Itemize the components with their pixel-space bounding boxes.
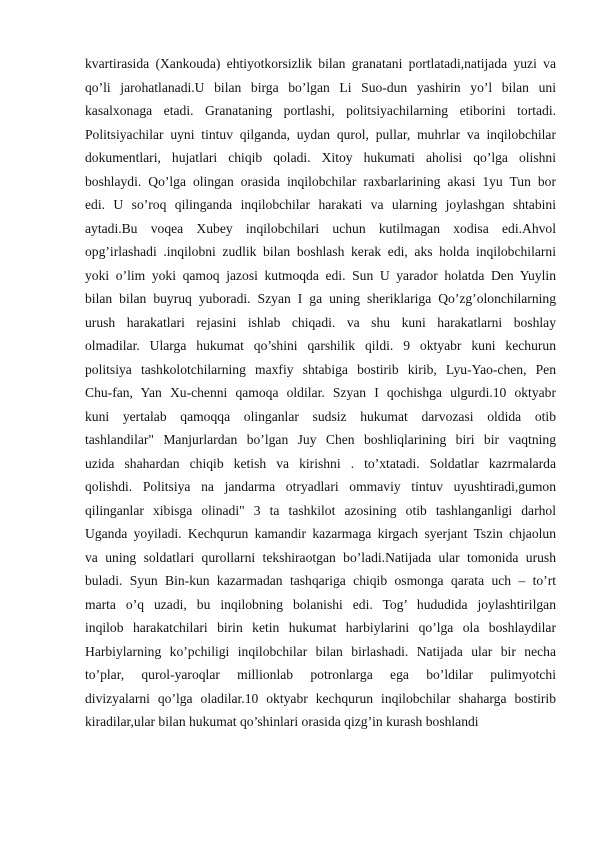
text-line: qolishdi. Politsiya na jandarma otryadlari ommaviy tintuv uyushtiradi,gumon (85, 479, 556, 494)
text-line: urush harakatlari rejasini ishlab chiqadi. va shu kuni harakatlarni boshlay (85, 314, 556, 330)
text-line: divizyalarni qo’lga oladilar.10 oktyabr kechqurun inqilobchilar shaharga bostirib (85, 690, 556, 706)
text-line: to’plar, qurol-yaroqlar millionlab potronlarga ega bo’ldilar pulimyotchi (85, 667, 556, 682)
text-line: Politsiyachilar uyni tintuv qilganda, uydan qurol, pullar, muhrlar va inqilobchilar (85, 126, 556, 142)
text-line: dokumentlari, hujatlari chiqib qoladi. Xitoy hukumati aholisi qo’lga olishni (85, 150, 556, 165)
text-line: boshlaydi. Qo’lga olingan orasida inqilobchilar raxbarlarining akasi 1yu Tun bor (85, 173, 556, 189)
text-line: qilinganlar xibisga olinadi" 3 ta tashkilot azosining otib tashlanganligi darhol (85, 502, 556, 518)
text-line: kasalxonaga etadi. Granataning portlashi, politsiyachilarning etiborini tortadi. (85, 103, 556, 118)
text-line: yoki o’lim yoki qamoq jazosi kutmoqda edi. Sun U yarador holatda Den Yuylin (85, 267, 556, 283)
text-line: edi. U so’roq qilinganda inqilobchilar harakati va ularning joylashgan shtabini (85, 197, 556, 212)
text-line: uzida shahardan chiqib ketish va kirishni . to’xtatadi. Soldatlar kazrmalarda (85, 455, 556, 471)
text-line: tashlandilar" Manjurlardan bo’lgan Juy Chen boshliqlarining biri bir vaqtning (85, 432, 556, 447)
text-line: kuni yertalab qamoqqa olinganlar sudsiz hukumat darvozasi oldida otib (85, 408, 556, 424)
text-line-last: kiradilar,ular bilan hukumat qo’shinlari orasida qizg’in kurash boshlandi (85, 714, 479, 729)
text-line: inqilob harakatchilari birin ketin hukumat harbiylarini qo’lga ola boshlaydilar (85, 620, 556, 635)
text-line: olmadilar. Ularga hukumat qo’shini qarshilik qildi. 9 oktyabr kuni kechurun (85, 338, 556, 353)
text-line: buladi. Syun Bin-kun kazarmadan tashqariga chiqib osmonga qarata uch – to’rt (85, 573, 556, 588)
text-line: Harbiylarning ko’pchiligi inqilobchilar bilan birlashadi. Natijada ular bir necha (85, 643, 556, 659)
text-line: aytadi.Bu voqea Xubey inqilobchilari uchun kutilmagan xodisa edi.Ahvol (85, 220, 556, 236)
text-line: marta o’q uzadi, bu inqilobning bolanishi edi. Tog’ hududida joylashtirilgan (85, 596, 556, 612)
text-line: bilan bilan buyruq yuboradi. Szyan I ga uning sheriklariga Qo’zg’olonchilarning (85, 291, 556, 306)
text-line: qo’li jarohatlanadi.U bilan birga bo’lgan Li Suo-dun yashirin yo’l bilan uni (85, 79, 556, 95)
text-line: politsiya tashkolotchilarning maxfiy shtabiga bostirib kirib, Lyu-Yao-chen, Pen (85, 361, 556, 377)
text-line: opg’irlashadi .inqilobni zudlik bilan boshlash kerak edi, aks holda inqilobchilarni (85, 244, 556, 259)
text-line: Uganda yoyiladi. Kechqurun kamandir kazarmaga kirgach syerjant Tszin chjaolun (85, 526, 556, 541)
text-line: Chu-fan, Yan Xu-chenni qamoqa oldilar. Szyan I qochishga ulgurdi.10 oktyabr (85, 385, 556, 400)
text-line: va uning soldatlari qurollarni tekshiraotgan bo’ladi.Natijada ular tomonida urush (85, 549, 556, 565)
text-line: kvartirasida (Xankouda) ehtiyotkorsizlik bilan granatani portlatadi,natijada yuzi va (85, 56, 556, 71)
document-body (85, 52, 556, 734)
